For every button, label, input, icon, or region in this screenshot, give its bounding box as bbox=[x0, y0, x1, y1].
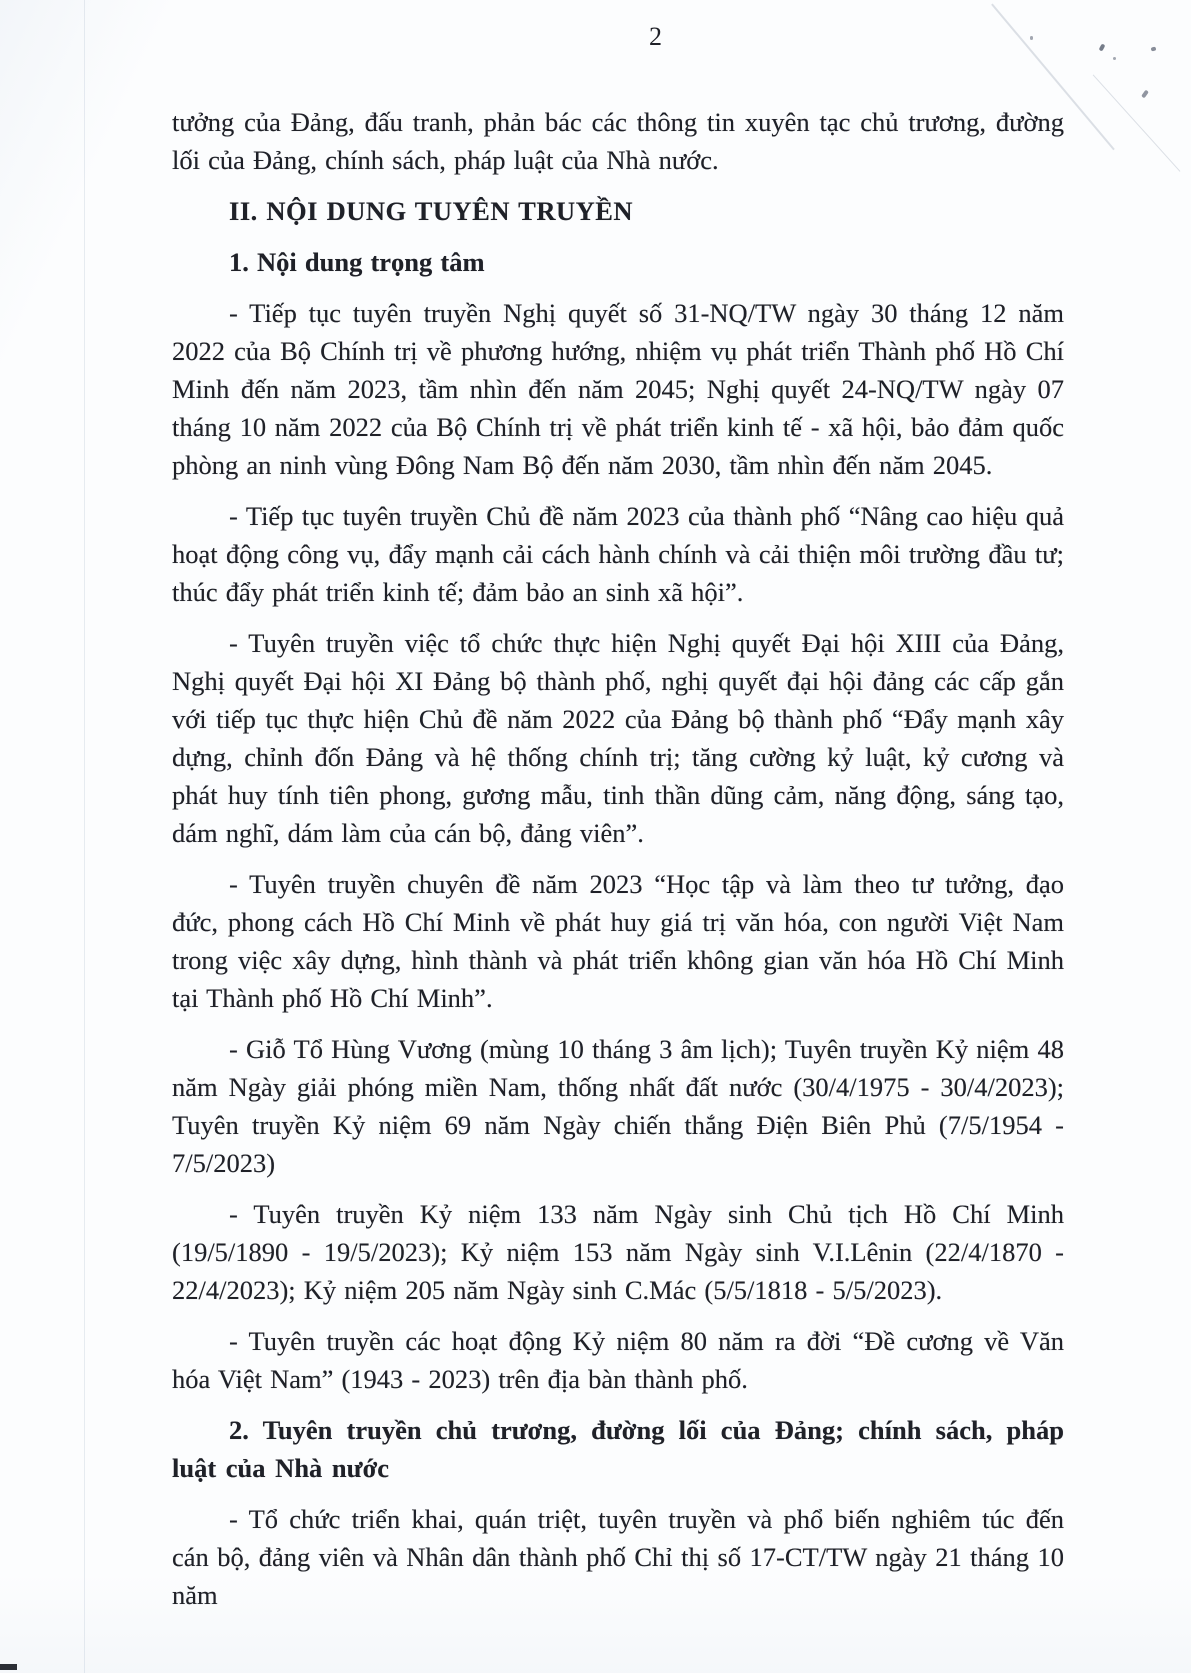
bullet-nghi-quyet-31: - Tiếp tục tuyên truyền Nghị quyết số 31-NQ/TW ngày 30 tháng 12 năm 2022 của Bộ Chính trị về phương hướng, nhiệm vụ phát triển Thành phố Hồ Chí Minh đến năm 2023, tầm nhìn đến năm 2045; Nghị quyết 24-NQ/TW ngày 07 tháng 10 năm 2022 của Bộ Chính trị về phát triển kinh tế - xã hội, bảo đảm quốc phòng an ninh vùng Đông Nam Bộ đến năm 2030, tầm nhìn đến năm 2045. bbox=[172, 298, 1064, 480]
bullet-chuyen-de-hoc-tap-ho-chi-minh: - Tuyên truyền chuyên đề năm 2023 “Học tập và làm theo tư tưởng, đạo đức, phong cách Hồ Chí Minh về phát huy giá trị văn hóa, con người Việt Nam trong việc xây dựng, hình thành và phát triển không gian văn hóa Hồ Chí Minh tại Thành phố Hồ Chí Minh”. bbox=[172, 869, 1064, 1013]
section-heading-ii-noi-dung-tuyen-truyen: II. NỘI DUNG TUYÊN TRUYỀN bbox=[229, 196, 634, 226]
bullet-gio-to-hung-vuong: - Giỗ Tổ Hùng Vương (mùng 10 tháng 3 âm lịch); Tuyên truyền Kỷ niệm 48 năm Ngày giải phóng miền Nam, thống nhất đất nước (30/4/1975 - 30/4/2023); Tuyên truyền Kỷ niệm 69 năm Ngày chiến thắng Điện Biên Phủ (7/5/1954 - 7/5/2023) bbox=[172, 1034, 1064, 1178]
scan-edge-mark bbox=[0, 1664, 17, 1670]
ink-speck bbox=[1141, 90, 1149, 99]
ink-speck bbox=[1151, 46, 1157, 51]
ink-speck bbox=[1113, 57, 1116, 60]
subsection-heading-2-tuyen-truyen-chu-truong: 2. Tuyên truyền chủ trương, đường lối của Đảng; chính sách, pháp luật của Nhà nước bbox=[172, 1415, 1064, 1483]
paragraph-continuation: tưởng của Đảng, đấu tranh, phản bác các thông tin xuyên tạc chủ trương, đường lối của Đảng, chính sách, pháp luật của Nhà nước. bbox=[172, 107, 1064, 175]
scan-fold-line bbox=[1093, 74, 1181, 172]
bullet-chu-de-2023: - Tiếp tục tuyên truyền Chủ đề năm 2023 của thành phố “Nâng cao hiệu quả hoạt động công vụ, đẩy mạnh cải cách hành chính và cải thiện môi trường đầu tư; thúc đẩy phát triển kinh tế; đảm bảo an sinh xã hội”. bbox=[172, 501, 1064, 607]
subsection-heading-1-noi-dung-trong-tam: 1. Nội dung trọng tâm bbox=[229, 247, 485, 277]
bullet-nghi-quyet-dai-hoi-xiii: - Tuyên truyền việc tổ chức thực hiện Nghị quyết Đại hội XIII của Đảng, Nghị quyết Đại hội XI Đảng bộ thành phố, nghị quyết đại hội đảng các cấp gắn với tiếp tục thực hiện Chủ đề năm 2022 của Đảng bộ thành phố “Đẩy mạnh xây dựng, chỉnh đốn Đảng và hệ thống chính trị; tăng cường kỷ luật, kỷ cương và phát huy tính tiên phong, gương mẫu, tinh thần dũng cảm, năng động, sáng tạo, dám nghĩ, dám làm của cán bộ, đảng viên”. bbox=[172, 628, 1064, 848]
bullet-de-cuong-van-hoa: - Tuyên truyền các hoạt động Kỷ niệm 80 năm ra đời “Đề cương về Văn hóa Việt Nam” (1943 - 2023) trên địa bàn thành phố. bbox=[172, 1326, 1064, 1394]
bullet-ky-niem-ngay-sinh: - Tuyên truyền Kỷ niệm 133 năm Ngày sinh Chủ tịch Hồ Chí Minh (19/5/1890 - 19/5/2023); Kỷ niệm 153 năm Ngày sinh V.I.Lênin (22/4/1870 - 22/4/2023); Kỷ niệm 205 năm Ngày sinh C.Mác (5/5/1818 - 5/5/2023). bbox=[172, 1199, 1064, 1305]
page-number: 2 bbox=[649, 22, 663, 51]
document-body bbox=[172, 103, 1064, 1614]
bullet-to-chuc-trien-khai: - Tổ chức triển khai, quán triệt, tuyên truyền và phổ biến nghiêm túc đến cán bộ, đảng viên và Nhân dân thành phố Chỉ thị số 17-CT/TW ngày 21 tháng 10 năm bbox=[172, 1504, 1064, 1610]
